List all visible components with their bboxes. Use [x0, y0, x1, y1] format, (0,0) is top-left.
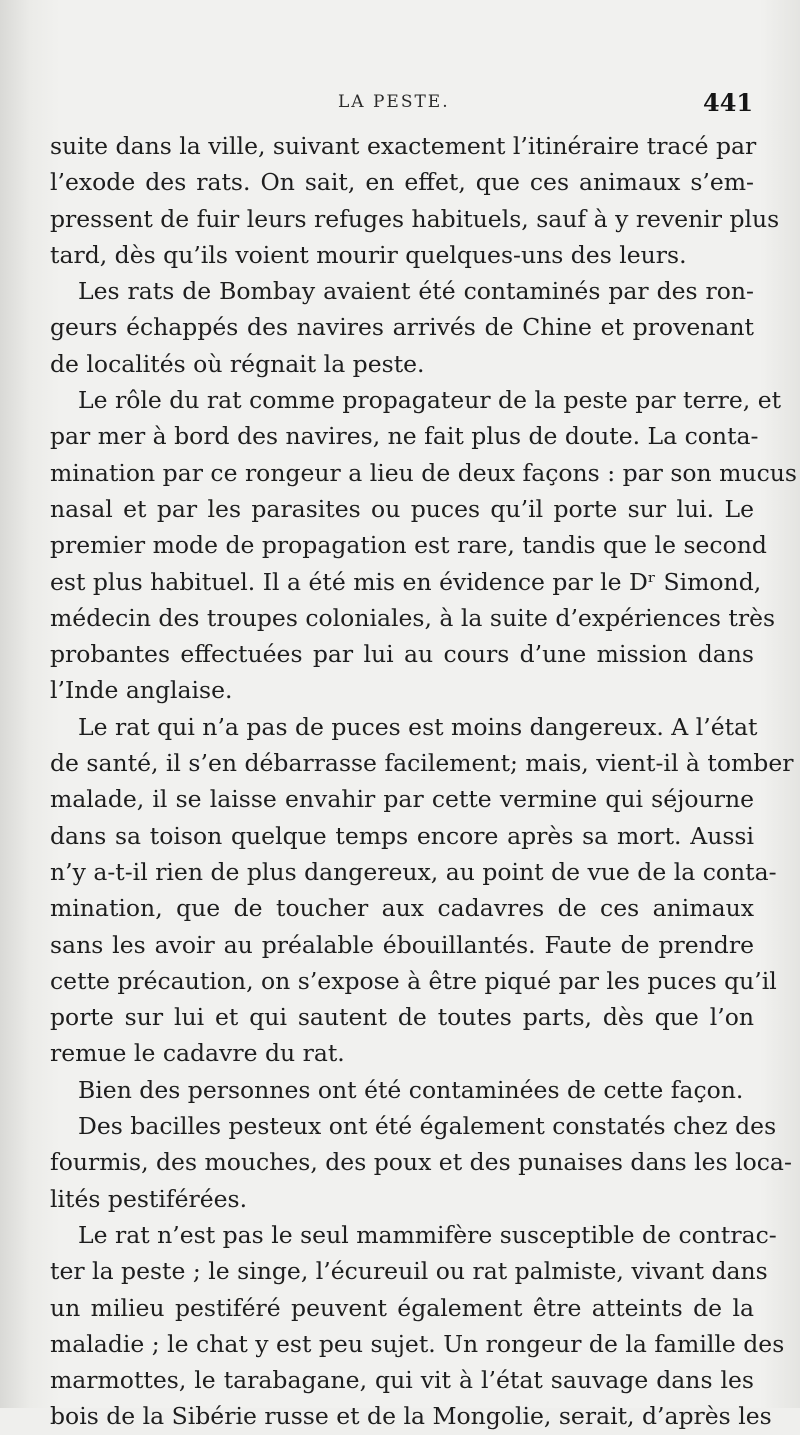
text-line: Le rat qui n’a pas de puces est moins dangereux. A l’état [78, 712, 758, 741]
text-line: n’y a-t-il rien de plus dangereux, au point de vue de la conta- [50, 857, 777, 886]
page-number: 441 [703, 88, 754, 117]
text-line: dans sa toison quelque temps encore après sa mort. Aussi [50, 821, 754, 850]
text-line: tard, dès qu’ils voient mourir quelques-uns des leurs. [50, 240, 687, 269]
text-line: de localités où régnait la peste. [50, 349, 425, 378]
text-line: Des bacilles pesteux ont été également constatés chez des [78, 1112, 777, 1141]
text-line: malade, il se laisse envahir par cette vermine qui séjourne [50, 785, 754, 814]
text-line: suite dans la ville, suivant exactement l’itinéraire tracé par [50, 132, 757, 160]
text-line: marmottes, le tarabagane, qui vit à l’état sauvage dans les [50, 1366, 754, 1395]
text-line: de santé, il s’en débarrasse facilement; mais, vient-il à tomber [50, 749, 794, 778]
text-line: est plus habituel. Il a été mis en évidence par le Dʳ Simond, [50, 567, 762, 596]
text-line: probantes effectuées par lui au cours d’une mission dans [50, 640, 754, 669]
text-line: porte sur lui et qui sautent de toutes parts, dès que l’on [50, 1003, 754, 1032]
text-line: l’exode des rats. On sait, en effet, que ces animaux s’em- [50, 168, 754, 197]
text-line: Les rats de Bombay avaient été contaminés par des ron- [78, 277, 754, 306]
text-line: remue le cadavre du rat. [50, 1039, 345, 1068]
text-line: cette précaution, on s’expose à être piqué par les puces qu’il [50, 966, 777, 995]
text-line: Bien des personnes ont été contaminées de cette façon. [78, 1075, 744, 1104]
text-line: fourmis, des mouches, des poux et des punaises dans les loca- [50, 1148, 792, 1177]
text-line: mination par ce rongeur a lieu de deux façons : par son mucus [50, 458, 797, 487]
text-line: un milieu pestiféré peuvent également être atteints de la [50, 1293, 754, 1322]
text-line: geurs échappés des navires arrivés de Chine et provenant [50, 313, 754, 342]
text-line: lités pestiférées. [50, 1184, 248, 1213]
text-line: Le rôle du rat comme propagateur de la peste par terre, et [78, 386, 782, 415]
text-line: nasal et par les parasites ou puces qu’il porte sur lui. Le [50, 494, 754, 523]
text-line: bois de la Sibérie russe et de la Mongolie, serait, d’après les [50, 1402, 772, 1431]
body-text [50, 128, 797, 1435]
text-line: maladie ; le chat y est peu sujet. Un rongeur de la famille des [50, 1329, 785, 1358]
text-line: ter la peste ; le singe, l’écureuil ou rat palmiste, vivant dans [50, 1257, 768, 1286]
text-line: Le rat n’est pas le seul mammifère susceptible de contrac- [78, 1220, 777, 1249]
text-line: par mer à bord des navires, ne fait plus de doute. La conta- [50, 422, 759, 451]
text-line: premier mode de propagation est rare, tandis que le second [50, 531, 767, 560]
text-line: l’Inde anglaise. [50, 676, 233, 705]
running-title: LA PESTE. [338, 92, 450, 112]
page-header [0, 88, 800, 128]
text-line: mination, que de toucher aux cadavres de ces animaux [50, 894, 754, 923]
text-line: médecin des troupes coloniales, à la suite d’expériences très [50, 603, 776, 632]
text-line: pressent de fuir leurs refuges habituels, sauf à y revenir plus [50, 204, 780, 233]
text-line: sans les avoir au préalable ébouillantés. Faute de prendre [50, 930, 754, 959]
